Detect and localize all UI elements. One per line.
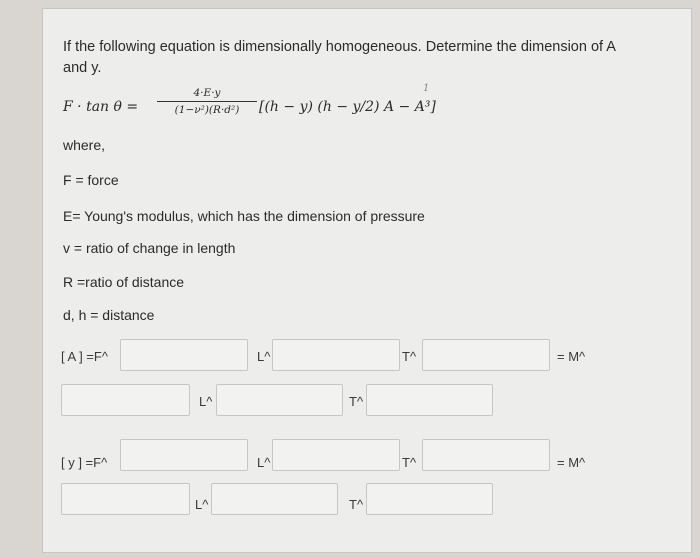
a-t-label: T^ <box>402 349 417 364</box>
a-t2-exponent-input[interactable] <box>366 384 493 416</box>
question-line-2: and y. <box>63 60 102 76</box>
a-l-exponent-input[interactable] <box>272 339 400 371</box>
a-f-exponent-input[interactable] <box>120 339 248 371</box>
question-text <box>63 37 653 79</box>
question-card <box>42 8 692 553</box>
a-l2-exponent-input[interactable] <box>216 384 343 416</box>
definition-youngs-modulus: E= Young's modulus, which has the dimension of pressure <box>63 208 425 224</box>
equation <box>63 83 663 139</box>
a-t2-label: T^ <box>349 394 364 409</box>
fraction-denominator: (1−ν²)(R·d²) <box>174 104 240 116</box>
question-line-1: If the following equation is dimensionally homogeneous. Determine the dimension of A <box>63 39 616 55</box>
equation-fraction <box>157 87 257 116</box>
equation-rhs: [(h − y) (h − y/2) A − A³] <box>259 99 436 115</box>
a-prefix-label: [ A ] =F^ <box>61 349 108 364</box>
equation-lhs: F · tan θ = <box>63 99 139 115</box>
definition-r: R =ratio of distance <box>63 274 185 290</box>
a-m-label: = M^ <box>557 349 586 364</box>
y-f-exponent-input[interactable] <box>120 439 248 471</box>
where-label: where, <box>63 137 106 153</box>
y-t-label: T^ <box>402 455 417 470</box>
y-l2-label: L^ <box>195 497 209 512</box>
y-m-exponent-input[interactable] <box>61 483 190 515</box>
a-l2-label: L^ <box>199 394 213 409</box>
y-l-label: L^ <box>257 455 271 470</box>
y-m-label: = M^ <box>557 455 586 470</box>
y-t2-label: T^ <box>349 497 364 512</box>
a-t-exponent-input[interactable] <box>422 339 550 371</box>
a-m-exponent-input[interactable] <box>61 384 190 416</box>
definition-force: F = force <box>63 172 119 188</box>
pen-mark: 1 <box>423 83 430 94</box>
y-t2-exponent-input[interactable] <box>366 483 493 515</box>
fraction-numerator: 4·E·y <box>157 87 257 102</box>
definition-d-h: d, h = distance <box>63 307 155 323</box>
y-l-exponent-input[interactable] <box>272 439 400 471</box>
y-l2-exponent-input[interactable] <box>211 483 338 515</box>
y-t-exponent-input[interactable] <box>422 439 550 471</box>
definition-v: v = ratio of change in length <box>63 240 236 256</box>
a-l-label: L^ <box>257 349 271 364</box>
y-prefix-label: [ y ] =F^ <box>61 455 108 470</box>
